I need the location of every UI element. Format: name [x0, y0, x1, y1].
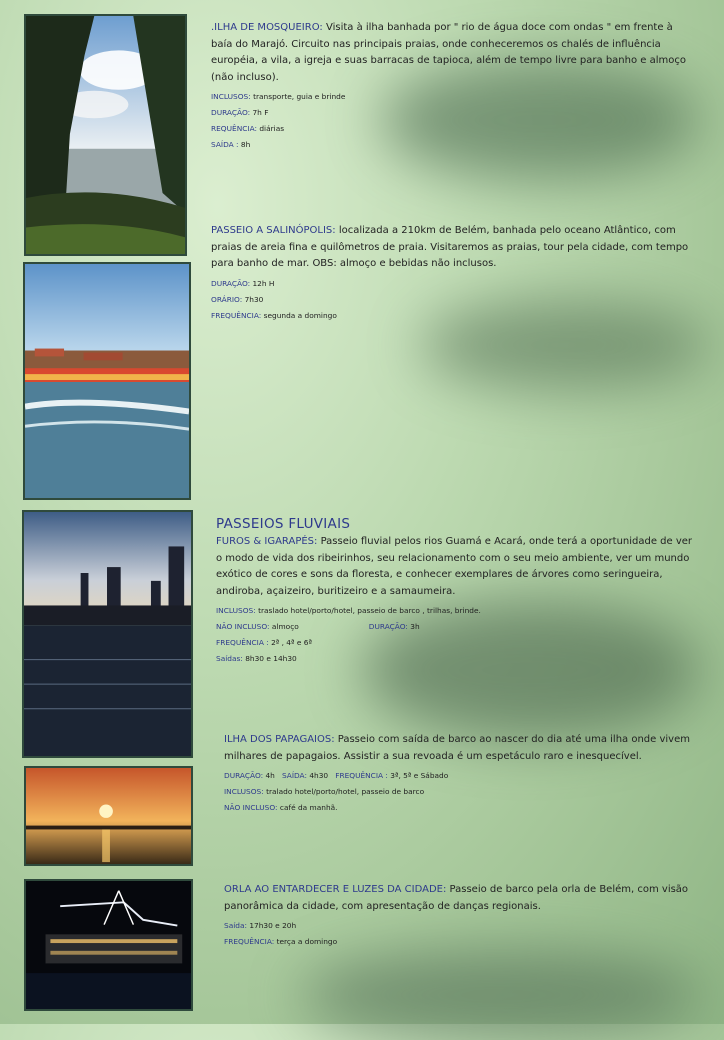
papagaios-inclusos: INCLUSOS: tralado hotel/porto/hotel, passeio de barco [224, 787, 425, 796]
papagaios-frequencia: FREQUÊNCIA : [335, 771, 388, 780]
salinopolis-title: PASSEIO A SALINÓPOLIS: [211, 225, 336, 236]
fluviais-section [216, 516, 696, 667]
furos-nao-incluso: NÃO INCLUSO: almoço DURAÇÃO: 3h [216, 622, 420, 631]
salinopolis-frequencia: FREQUÊNCIA: segunda a domingo [211, 310, 337, 320]
papagaios-saida: SAÍDA: [281, 771, 307, 780]
orla-section [224, 882, 694, 950]
papagaios-description: ILHA DOS PAPAGAIOS: Passeio com saída de barco ao nascer do dia até uma ilha onde vivem milhares de papagaios. Assistir a sua revoada é um espetáculo raro e inesquecível. [224, 734, 690, 762]
orla-title: ORLA AO ENTARDECER E LUZES DA CIDADE: [224, 884, 447, 895]
papagaios-title: ILHA DOS PAPAGAIOS: [224, 734, 335, 745]
mosqueiro-inclusos: INCLUSOS: transporte, guia e brinde [211, 92, 346, 101]
mosqueiro-section [211, 20, 697, 153]
mosqueiro-photo [24, 14, 187, 256]
furos-title: FUROS & IGARAPÉS: [216, 536, 318, 547]
furos-inclusos: INCLUSOS: traslado hotel/porto/hotel, passeio de barco , trilhas, brinde. [216, 606, 481, 615]
salinopolis-description: PASSEIO A SALINÓPOLIS: localizada a 210km de Belém, banhada pelo oceano Atlântico, com praias de areia fina e quilômetros de praia. Visitaremos as praias, tour pela cidade, com tempo para banho de mar. OBS: almoço e bebidas não inclusos. [211, 225, 689, 269]
background-shade [300, 950, 700, 1040]
mosqueiro-saida: SAÍDA : 8h [211, 140, 251, 149]
furos-frequencia: FREQUÊNCIA : 2ª , 4ª e 6ª [216, 638, 312, 647]
fluviais-photo [22, 510, 193, 758]
orla-frequencia: FREQUÊNCIA: terça a domingo [224, 937, 338, 946]
salinopolis-duracao: DURAÇÃO: 12h H [211, 278, 275, 288]
salinopolis-horario: ORÁRIO: 7h30 [211, 294, 264, 304]
mosqueiro-frequencia: REQUÊNCIA: diárias [211, 124, 285, 133]
salinopolis-photo [23, 262, 191, 500]
papagaios-duracao: DURAÇÃO: 4h SAÍDA: 4h30 FREQUÊNCIA : 3ª, 5ª e Sábado [224, 771, 449, 780]
furos-description: FUROS & IGARAPÉS: Passeio fluvial pelos rios Guamá e Acará, onde terá a oportunidade de ver o modo de vida dos ribeirinhos, seu relacionamento com o seu meio ambiente, ver um mundo exótico de cores e sons da floresta, e conhecer exemplares de árvores como seringueira, andiroba, açaizeiro, buritizeiro e a samaumeira. [216, 536, 693, 597]
orla-description: ORLA AO ENTARDECER E LUZES DA CIDADE: Passeio de barco pela orla de Belém, com visão panorâmica da cidade, com apresentação de danças regionais. [224, 884, 689, 912]
section-heading: PASSEIOS FLUVIAIS [216, 516, 351, 532]
mosqueiro-description: .ILHA DE MOSQUEIRO: Visita à ilha banhada por " rio de água doce com ondas " em frente à baía do Marajó. Circuito nas principais praias, onde conheceremos os chalés de influência européia, a vila, a igreja e suas barracas de tapioca, além de tempo livre para banho e almoço (não incluso). [211, 22, 686, 83]
mosqueiro-duracao: DURAÇÃO: 7h F [211, 108, 269, 117]
papagaios-section [224, 732, 694, 816]
mosqueiro-title: .ILHA DE MOSQUEIRO: [211, 22, 323, 33]
salinopolis-section [211, 223, 699, 324]
papagaios-photo [24, 766, 193, 866]
orla-saida: Saída: 17h30 e 20h [224, 921, 297, 930]
orla-photo [24, 879, 193, 1011]
furos-duracao: DURAÇÃO: [368, 622, 408, 631]
papagaios-nao-incluso: NÃO INCLUSO: café da manhã. [224, 803, 338, 812]
furos-saidas: Saídas: 8h30 e 14h30 [216, 654, 297, 663]
